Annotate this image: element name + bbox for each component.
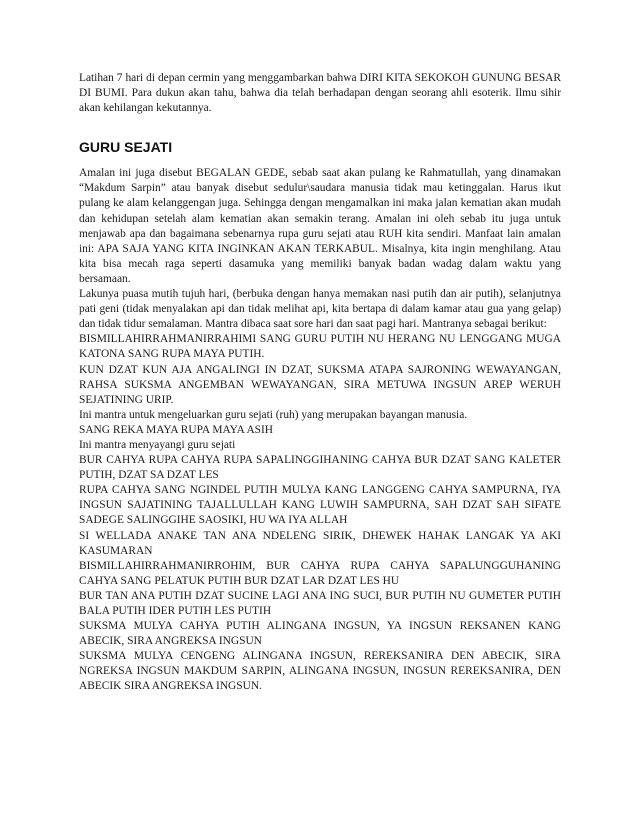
document-page [79, 71, 561, 695]
mantra-paragraph: SUKSMA MULYA CAHYA PUTIH ALINGANA INGSUN, YA INGSUN REKSANEN KANG ABECIK, SIRA ANGREKSA INGSUN [79, 620, 561, 648]
body-paragraph: Lakunya puasa mutih tujuh hari, (berbuka dengan hanya memakan nasi putih dan air putih), selanjutnya pati geni (tidak menyalakan api dan tidak melihat api, kita bertapa di dalam kamar atau gua yang gelap) dan tidak tidur semalaman. Mantra dibaca saat sore hari dan saat pagi hari. Mantranya sebagai berikut: [79, 288, 561, 331]
intro-paragraph: Latihan 7 hari di depan cermin yang menggambarkan bahwa DIRI KITA SEKOKOH GUNUNG BESAR DI BUMI. Para dukun akan tahu, bahwa dia telah berhadapan dengan seorang ahli esoterik. Ilmu sihir akan kehilangan kekutannya. [79, 72, 561, 115]
mantra-paragraph: RUPA CAHYA SANG NGINDEL PUTIH MULYA KANG LANGGENG CAHYA SAMPURNA, IYA INGSUN SAJATINING TAJALLULLAH KANG LUWIH SAMPURNA, SAH DZAT SAH SIFATE SADEGE SALINGGIHE SAOSIKI, HU WA IYA ALLAH [79, 484, 561, 527]
section-body [79, 166, 561, 694]
body-paragraph: Ini mantra menyayangi guru sejati [79, 438, 236, 451]
mantra-paragraph: BISMILLAHIRRAHMANIRRAHIMI SANG GURU PUTIH NU HERANG NU LENGGANG MUGA KATONA SANG RUPA MAYA PUTIH. [79, 333, 561, 361]
body-paragraph: Ini mantra untuk mengeluarkan guru sejati (ruh) yang merupakan bayangan manusia. [79, 408, 468, 421]
mantra-paragraph: SUKSMA MULYA CENGENG ALINGANA INGSUN, REREKSANIRA DEN ABECIK, SIRA NGREKSA INGSUN MAKDUM SARPIN, ALINGANA INGSUN, INGSUN REREKSANIRA, DEN ABECIK SIRA ANGREKSA INGSUN. [79, 650, 561, 693]
mantra-paragraph: BUR TAN ANA PUTIH DZAT SUCINE LAGI ANA ING SUCI, BUR PUTIH NU GUMETER PUTIH BALA PUTIH IDER PUTIH LES PUTIH [79, 589, 561, 617]
mantra-paragraph: BUR CAHYA RUPA CAHYA RUPA SAPALINGGIHANING CAHYA BUR DZAT SANG KALETER PUTIH, DZAT SA DZAT LES [79, 454, 561, 482]
mantra-paragraph: KUN DZAT KUN AJA ANGALINGI IN DZAT, SUKSMA ATAPA SAJRONING WEWAYANGAN, RAHSA SUKSMA ANGEMBAN WEWAYANGAN, SIRA METUWA INGSUN AREP WERUH SEJATINING URIP. [79, 363, 561, 406]
mantra-paragraph: BISMILLAHIRRAHMANIRROHIM, BUR CAHYA RUPA CAHYA SAPALUNGGUHANING CAHYA SANG PELATUK PUTIH BUR DZAT LAR DZAT LES HU [79, 559, 561, 587]
body-paragraph: Amalan ini juga disebut BEGALAN GEDE, sebab saat akan pulang ke Rahmatullah, yang dinamakan “Makdum Sarpin” atau banyak disebut sedulur\saudara manusia tidak mau ketinggalan. Harus ikut pulang ke alam kelanggengan juga. Sehingga dengan mengamalkan ini maka jalan kematian akan mudah dan kehidupan setelah alam kematian akan semakin terang. Amalan ini oleh sebab itu juga untuk menjawab apa dan bagaimana sebenarnya rupa guru sejati atau RUH kita sendiri. Manfaat lain amalan ini: APA SAJA YANG KITA INGINKAN AKAN TERKABUL. Misalnya, kita ingin menghilang. Atau kita bisa mecah raga seperti dasamuka yang memiliki banyak badan wadag dalam waktu yang bersamaan. [79, 167, 561, 285]
mantra-paragraph: SANG REKA MAYA RUPA MAYA ASIH [79, 423, 274, 436]
mantra-paragraph: SI WELLADA ANAKE TAN ANA NDELENG SIRIK, DHEWEK HAHAK LANGAK YA AKI KASUMARAN [79, 529, 561, 557]
section-heading: GURU SEJATI [79, 139, 173, 156]
